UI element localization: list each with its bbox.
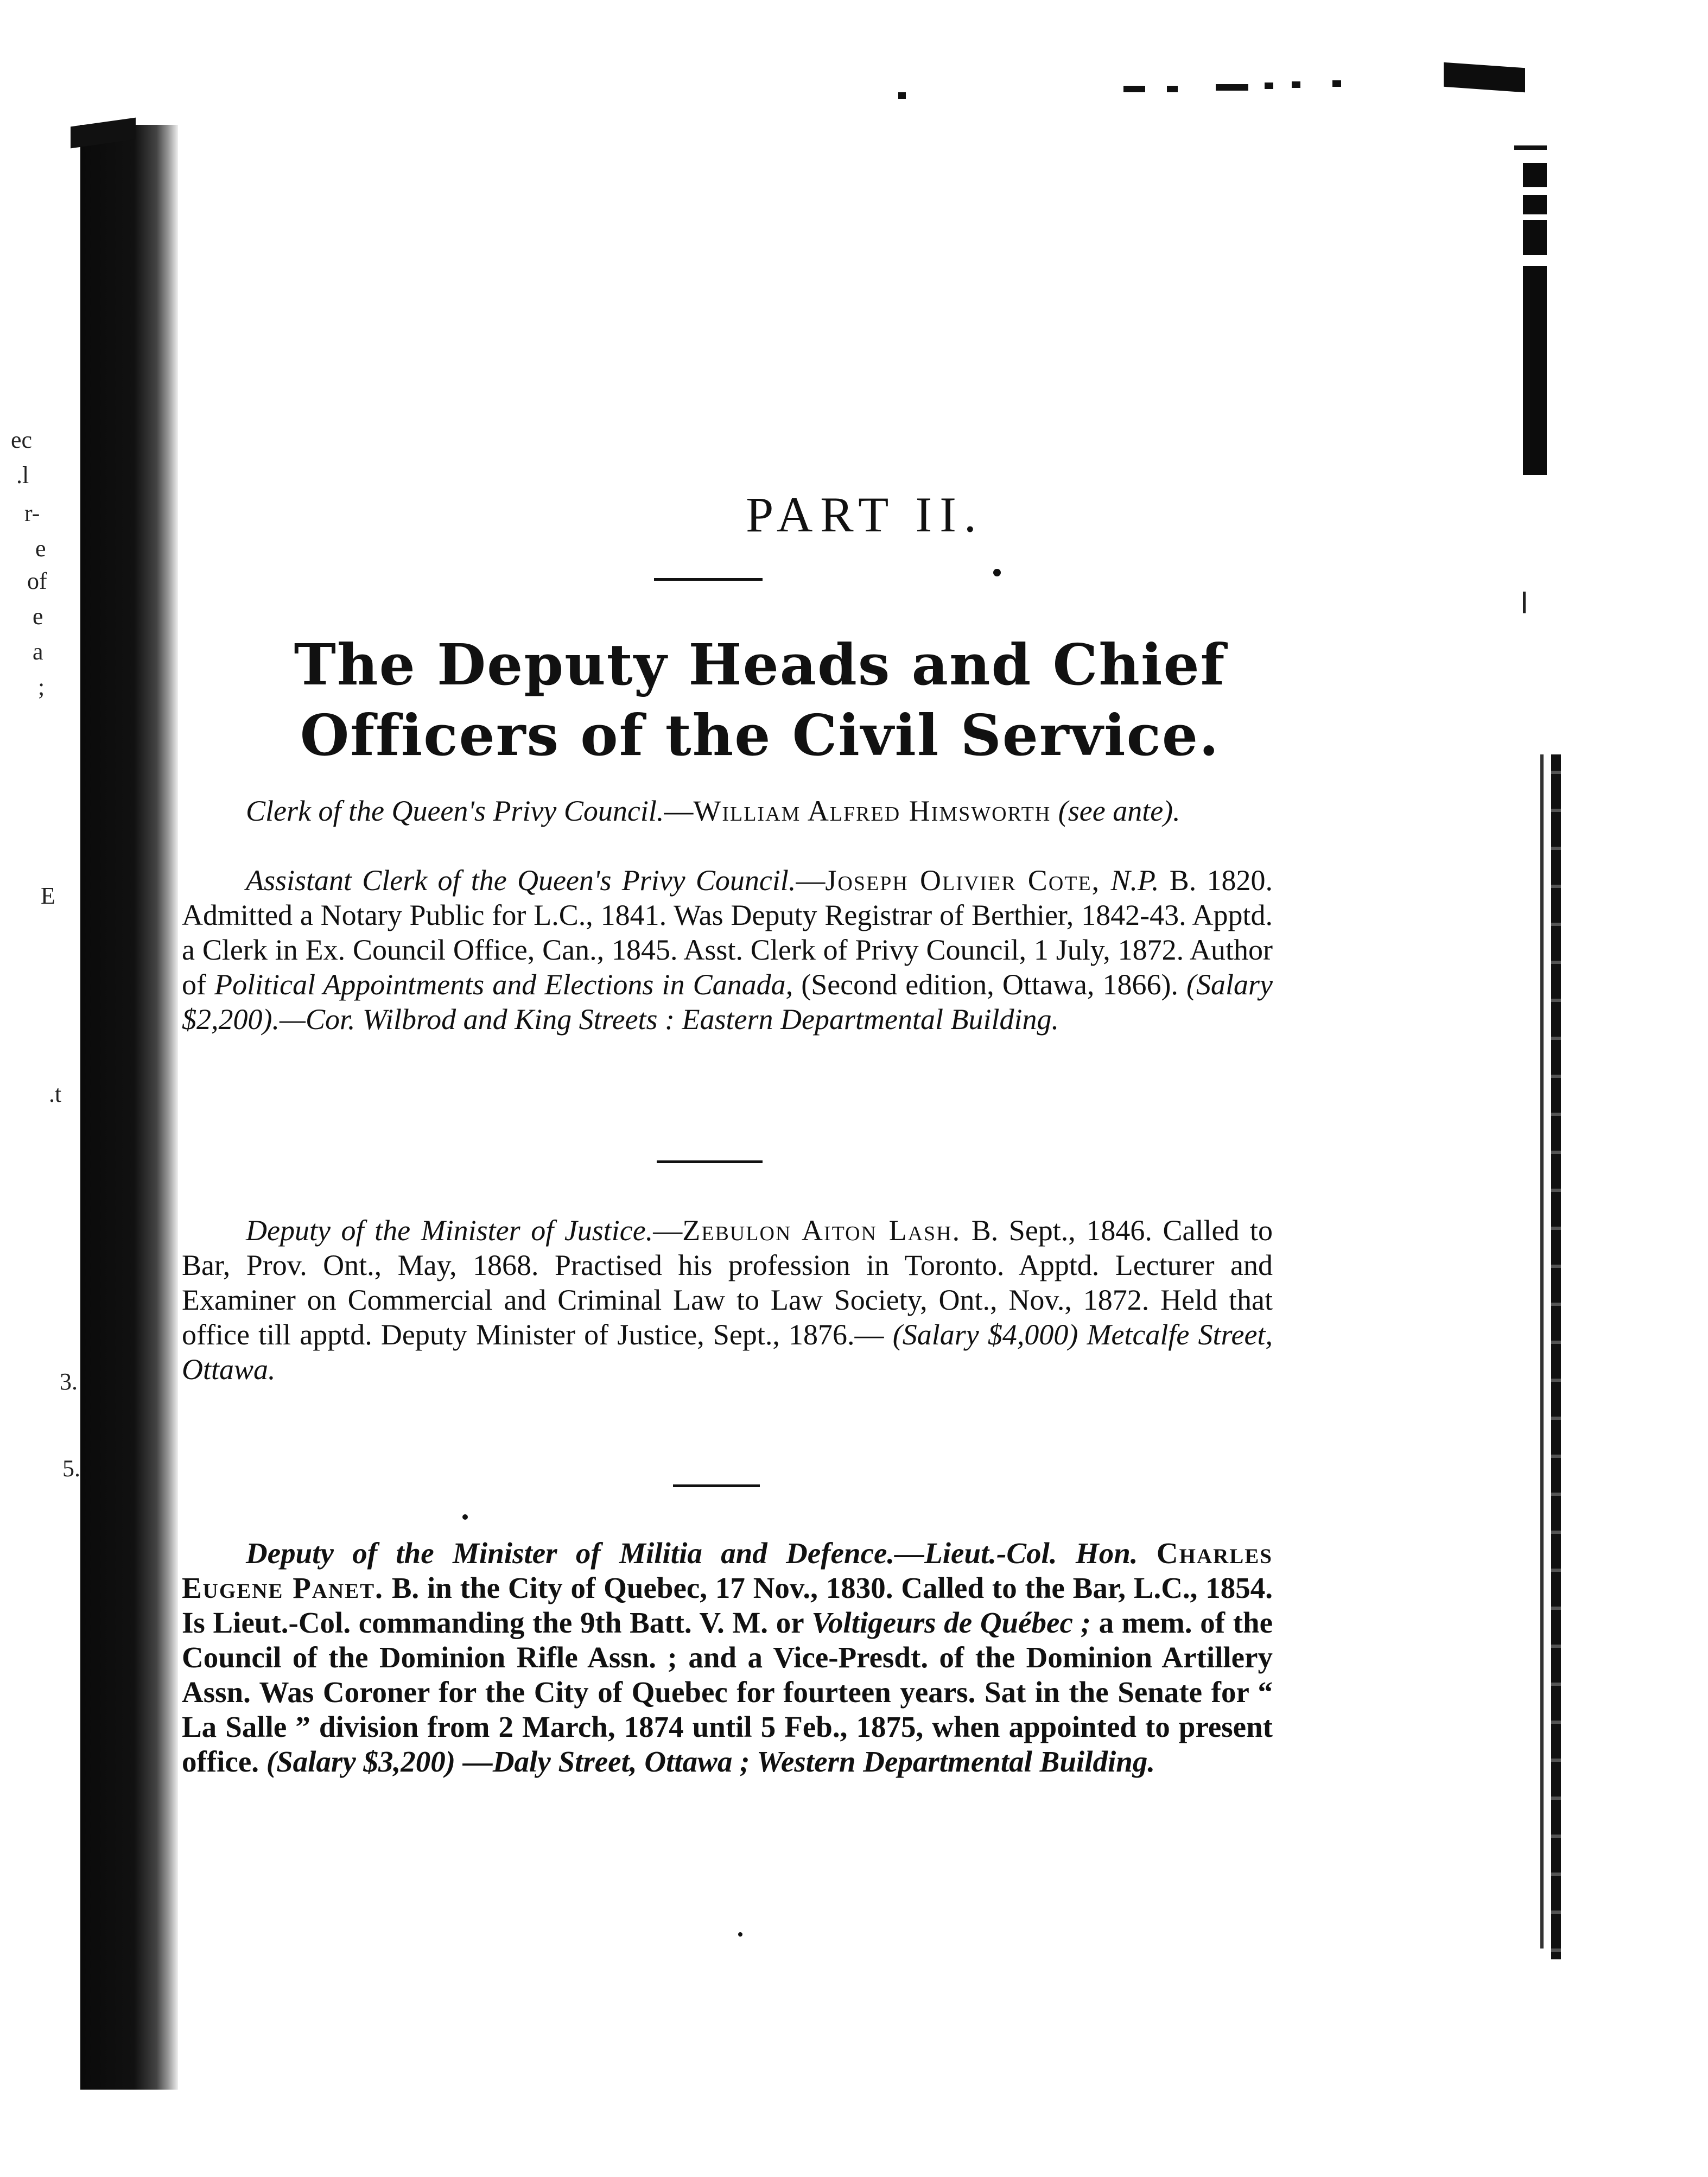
entry-name: Charles Eugene Panet.	[182, 1537, 1273, 1604]
margin-fragment: .l	[16, 462, 29, 488]
scan-mark	[1523, 592, 1526, 613]
scan-mark-right-line	[1551, 754, 1561, 1959]
entry-name: William Alfred Himsworth	[693, 795, 1051, 827]
section-rule	[673, 1484, 760, 1487]
scan-mark	[1332, 80, 1341, 87]
entry-address: Metcalfe Street, Ottawa.	[182, 1318, 1273, 1386]
entry-work: Political Appointments and Elections in Canada,	[214, 968, 793, 1001]
part-heading: PART II.	[746, 487, 984, 542]
entry-address: —Cor. Wilbrod and King Streets : Eastern Departmental Building.	[279, 1003, 1059, 1036]
scan-mark-top-right	[1444, 62, 1525, 92]
scan-mark-gap	[1523, 255, 1547, 266]
entry-work: Voltigeurs de Québec ;	[811, 1606, 1091, 1639]
margin-fragment: E	[41, 883, 55, 909]
scan-mark	[1123, 86, 1145, 92]
entry-address: —Daly Street, Ottawa ; Western Departmental Building.	[462, 1745, 1155, 1778]
entry-office: Deputy of the Minister of Militia and Defence.—Lieut.-Col. Hon.	[246, 1537, 1138, 1570]
scan-mark	[898, 92, 906, 99]
margin-fragment: .t	[49, 1081, 62, 1107]
margin-fragment: of	[27, 568, 47, 594]
margin-fragment: e	[33, 603, 43, 630]
margin-fragment: ec	[11, 427, 33, 453]
entry-office: Clerk of the Queen's Privy Council.	[246, 795, 664, 827]
entry-text-2: (Second edition, Ottawa, 1866).	[801, 968, 1178, 1001]
entry-name-suffix: N.P.	[1110, 864, 1159, 897]
scan-mark-right-strip	[1523, 163, 1547, 475]
entry-assistant-clerk: Assistant Clerk of the Queen's Privy Council.—Joseph Olivier Cote, N.P. B. 1820. Admitted a Notary Public for L.C., 1841. Was Deputy Registrar of Berthier, 1842-43. Apptd. a Clerk in Ex. Council Office, Can., 1845. Asst. Clerk of Privy Council, 1 July, 1872. Author of Political Appointments and Elections in Canada, (Second edition, Ottawa, 1866). (Salary $2,200).—Cor. Wilbrod and King Streets : Eastern Departmental Building.	[182, 864, 1273, 1036]
entry-salary: (Salary $2,200).	[182, 968, 1273, 1036]
entry-salary: (Salary $4,000)	[892, 1318, 1078, 1351]
entry-office: Deputy of the Minister of Justice.	[246, 1214, 653, 1247]
scan-mark	[1167, 86, 1178, 92]
speck	[993, 569, 1001, 576]
entry-clerk-privy-council: Clerk of the Queen's Privy Council.—William Alfred Himsworth (see ante).	[246, 795, 1180, 827]
margin-fragment: a	[33, 638, 43, 665]
margin-fragment: ;	[38, 674, 45, 700]
scan-mark-gap	[1523, 214, 1547, 220]
heading-rule	[654, 578, 763, 581]
entry-text: B. in the City of Quebec, 17 Nov., 1830. Called to the Bar, L.C., 1854. Is Lieut.-Col. commanding the 9th Batt. V. M. or	[182, 1571, 1273, 1639]
entry-deputy-justice: Deputy of the Minister of Justice.—Zebulon Aiton Lash. B. Sept., 1846. Called to Bar, Prov. Ont., May, 1868. Practised his profession in Toronto. Apptd. Lecturer and Examiner on Commercial and Criminal Law to Law Society, Ont., Nov., 1872. Held that office till apptd. Deputy Minister of Justice, Sept., 1876.— (Salary $4,000) Metcalfe Street, Ottawa.	[182, 1214, 1273, 1386]
scan-mark	[1216, 84, 1248, 91]
entry-office: Assistant Clerk of the Queen's Privy Council.	[246, 864, 796, 897]
margin-fragment: r-	[24, 500, 40, 526]
entry-text: B. Sept., 1846. Called to Bar, Prov. Ont., May, 1868. Practised his profession in Toronto. Apptd. Lecturer and Examiner on Commercial and Criminal Law to Law Society, Ont., Nov., 1872. Held that office till apptd. Deputy Minister of Justice, Sept., 1876.—	[182, 1214, 1273, 1351]
section-title: The Deputy Heads and Chief Officers of the Civil Service.	[294, 631, 1226, 769]
section-rule	[657, 1160, 763, 1163]
binding-shadow	[80, 125, 178, 2090]
margin-fragment: 3.	[60, 1368, 78, 1395]
margin-fragment: e	[35, 535, 46, 562]
speck	[738, 1932, 742, 1937]
entry-text-2: a mem. of the Council of the Dominion Rifle Assn. ; and a Vice-Presdt. of the Dominion Artillery Assn. Was Coroner for the City of Quebec for fourteen years. Sat in the Senate for “ La Salle ” division from 2 March, 1874 until 5 Feb., 1875, when appointed to present office.	[182, 1606, 1273, 1778]
scan-mark	[1292, 81, 1300, 88]
entry-name: Joseph Olivier Cote,	[825, 864, 1101, 897]
scan-mark	[1265, 82, 1273, 89]
scan-mark-right-line	[1540, 754, 1544, 1948]
scan-mark	[1514, 145, 1547, 150]
speck	[462, 1514, 468, 1520]
entry-name: Zebulon Aiton Lash.	[682, 1214, 961, 1247]
entry-deputy-militia	[182, 1536, 1273, 1779]
entry-salary: (Salary $3,200)	[266, 1745, 456, 1778]
entry-text: (see ante).	[1058, 795, 1180, 827]
entry-text: B. 1820. Admitted a Notary Public for L.C., 1841. Was Deputy Registrar of Berthier, 1842-43. Apptd. a Clerk in Ex. Council Office, Can., 1845. Asst. Clerk of Privy Council, 1 July, 1872. Author of	[182, 864, 1273, 1001]
margin-fragment: 5.	[62, 1455, 80, 1482]
scan-mark-gap	[1523, 187, 1547, 195]
